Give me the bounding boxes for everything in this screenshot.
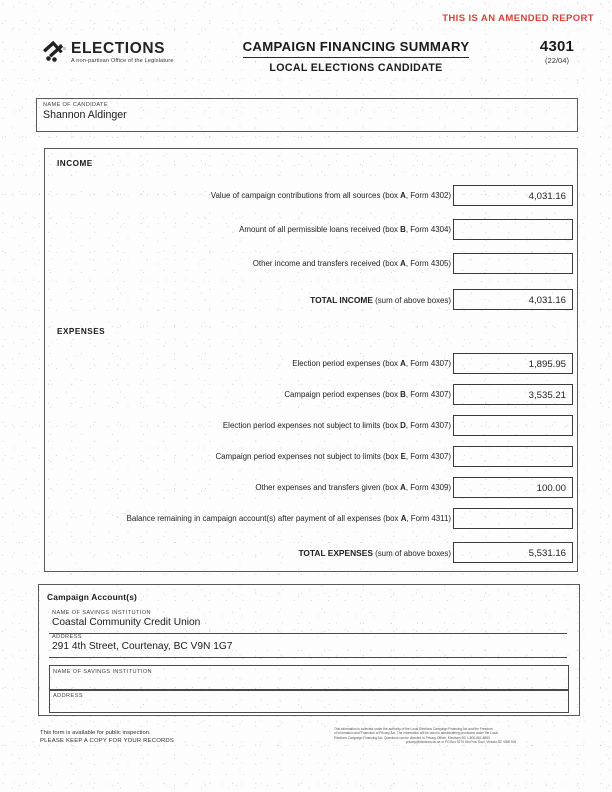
total-amount-box[interactable] (453, 542, 573, 563)
amount-input-box[interactable] (453, 384, 573, 405)
amended-report-notice: THIS IS AN AMENDED REPORT (442, 13, 594, 24)
amount-row-label: Campaign period expenses not subject to limits (box E, Form 4307) (215, 452, 451, 461)
amount-input-box[interactable] (453, 219, 573, 240)
amount-row-label: Other income and transfers received (box A, Form 4305) (252, 259, 451, 268)
amount-row (45, 384, 577, 407)
amount-row-label: Other expenses and transfers given (box A, Form 4309) (255, 483, 451, 492)
account-1-institution-value: Coastal Community Credit Union (52, 617, 201, 628)
amount-row (45, 185, 577, 208)
amount-row (45, 446, 577, 469)
page-title (218, 38, 494, 74)
amount-row (45, 477, 577, 500)
amount-input-box[interactable] (453, 185, 573, 206)
account-2-institution-label: NAME OF SAVINGS INSTITUTION (53, 669, 152, 675)
privacy-line-2: of Information and Protection of Privacy Act. The information will be used in administering provisions under the Local (334, 731, 498, 736)
campaign-accounts-heading: Campaign Account(s) (47, 592, 138, 602)
total-amount-box[interactable] (453, 289, 573, 310)
elections-checkmark-icon (42, 41, 68, 63)
account-2-address-field[interactable] (49, 689, 569, 713)
financial-summary-section (44, 148, 578, 572)
amount-row-label: Election period expenses (box A, Form 4307) (292, 359, 451, 368)
amount-row (45, 508, 577, 531)
amount-input-box[interactable] (453, 446, 573, 467)
form-revision: (22/04) (544, 56, 570, 65)
amount-row-label: Balance remaining in campaign account(s) after payment of all expenses (box A, Form 4311) (126, 514, 451, 523)
privacy-line-3: Elections Campaign Financing Act. Questions can be directed to Privacy Officer, Elections BC 1-800-661-8683 (334, 735, 490, 740)
amount-input-box[interactable] (453, 253, 573, 274)
amount-value: 5,531.16 (528, 548, 566, 559)
candidate-name-value: Shannon Aldinger (43, 109, 127, 121)
account-1-address-field[interactable] (49, 633, 567, 658)
amount-value: 4,031.16 (528, 295, 566, 306)
footer-notice-line-1: This form is available for public inspection. (40, 730, 151, 736)
amount-row (45, 415, 577, 438)
amount-value: 1,895.95 (528, 359, 566, 370)
amount-row (45, 353, 577, 376)
amount-row-label: Value of campaign contributions from all sources (box A, Form 4302) (210, 191, 451, 200)
form-number: 4301 (539, 38, 575, 55)
candidate-name-label: NAME OF CANDIDATE (43, 102, 108, 108)
amount-value: 100.00 (536, 483, 566, 494)
amount-input-box[interactable] (453, 508, 573, 529)
logo-wordmark: ELECTIONS (71, 40, 166, 57)
total-row (45, 289, 577, 312)
amount-value: 4,031.16 (528, 191, 566, 202)
amount-row (45, 219, 577, 242)
expenses-section-title: EXPENSES (57, 327, 106, 336)
account-1-address-value: 291 4th Street, Courtenay, BC V9N 1G7 (52, 641, 233, 652)
elections-bc-logo (42, 40, 174, 64)
page-header (0, 38, 612, 80)
privacy-line-4: privacy@elections.bc.ca or PO Box 9275 Stn Prov Govt, Victoria BC V8W 9J6 (405, 740, 517, 745)
candidate-name-field[interactable] (36, 98, 578, 132)
total-row-label: TOTAL INCOME (sum of above boxes) (310, 295, 451, 305)
account-1-institution-field[interactable] (49, 609, 567, 634)
footer-notice (40, 729, 174, 745)
amount-input-box[interactable] (453, 477, 573, 498)
privacy-line-1: This information is collected under the authority of the Local Elections Campaign Financing Act and the Freedom (334, 727, 493, 731)
campaign-accounts-section (38, 584, 580, 716)
amount-value: 3,535.21 (528, 390, 566, 401)
amount-row-label: Amount of all permissible loans received (box B, Form 4304) (239, 225, 451, 234)
amount-row-label: Election period expenses not subject to limits (box D, Form 4307) (222, 421, 451, 430)
income-section-title: INCOME (57, 159, 93, 168)
account-2-address-label: ADDRESS (53, 693, 83, 699)
account-1-institution-label: NAME OF SAVINGS INSTITUTION (52, 610, 151, 616)
footer-privacy-notice (334, 727, 588, 745)
total-row (45, 542, 577, 565)
account-1-address-label: ADDRESS (52, 634, 82, 640)
logo-tagline: A non-partisan Office of the Legislature (71, 57, 174, 64)
form-number-block (524, 38, 590, 65)
account-2-institution-field[interactable] (49, 665, 569, 691)
amount-row-label: Campaign period expenses (box B, Form 4307) (284, 390, 451, 399)
amount-input-box[interactable] (453, 353, 573, 374)
amount-input-box[interactable] (453, 415, 573, 436)
title-line-1: CAMPAIGN FINANCING SUMMARY (243, 39, 470, 58)
footer-notice-line-2: PLEASE KEEP A COPY FOR YOUR RECORDS (40, 738, 175, 744)
total-row-label: TOTAL EXPENSES (sum of above boxes) (298, 548, 451, 558)
amount-row (45, 253, 577, 276)
title-line-2: LOCAL ELECTIONS CANDIDATE (269, 62, 443, 74)
